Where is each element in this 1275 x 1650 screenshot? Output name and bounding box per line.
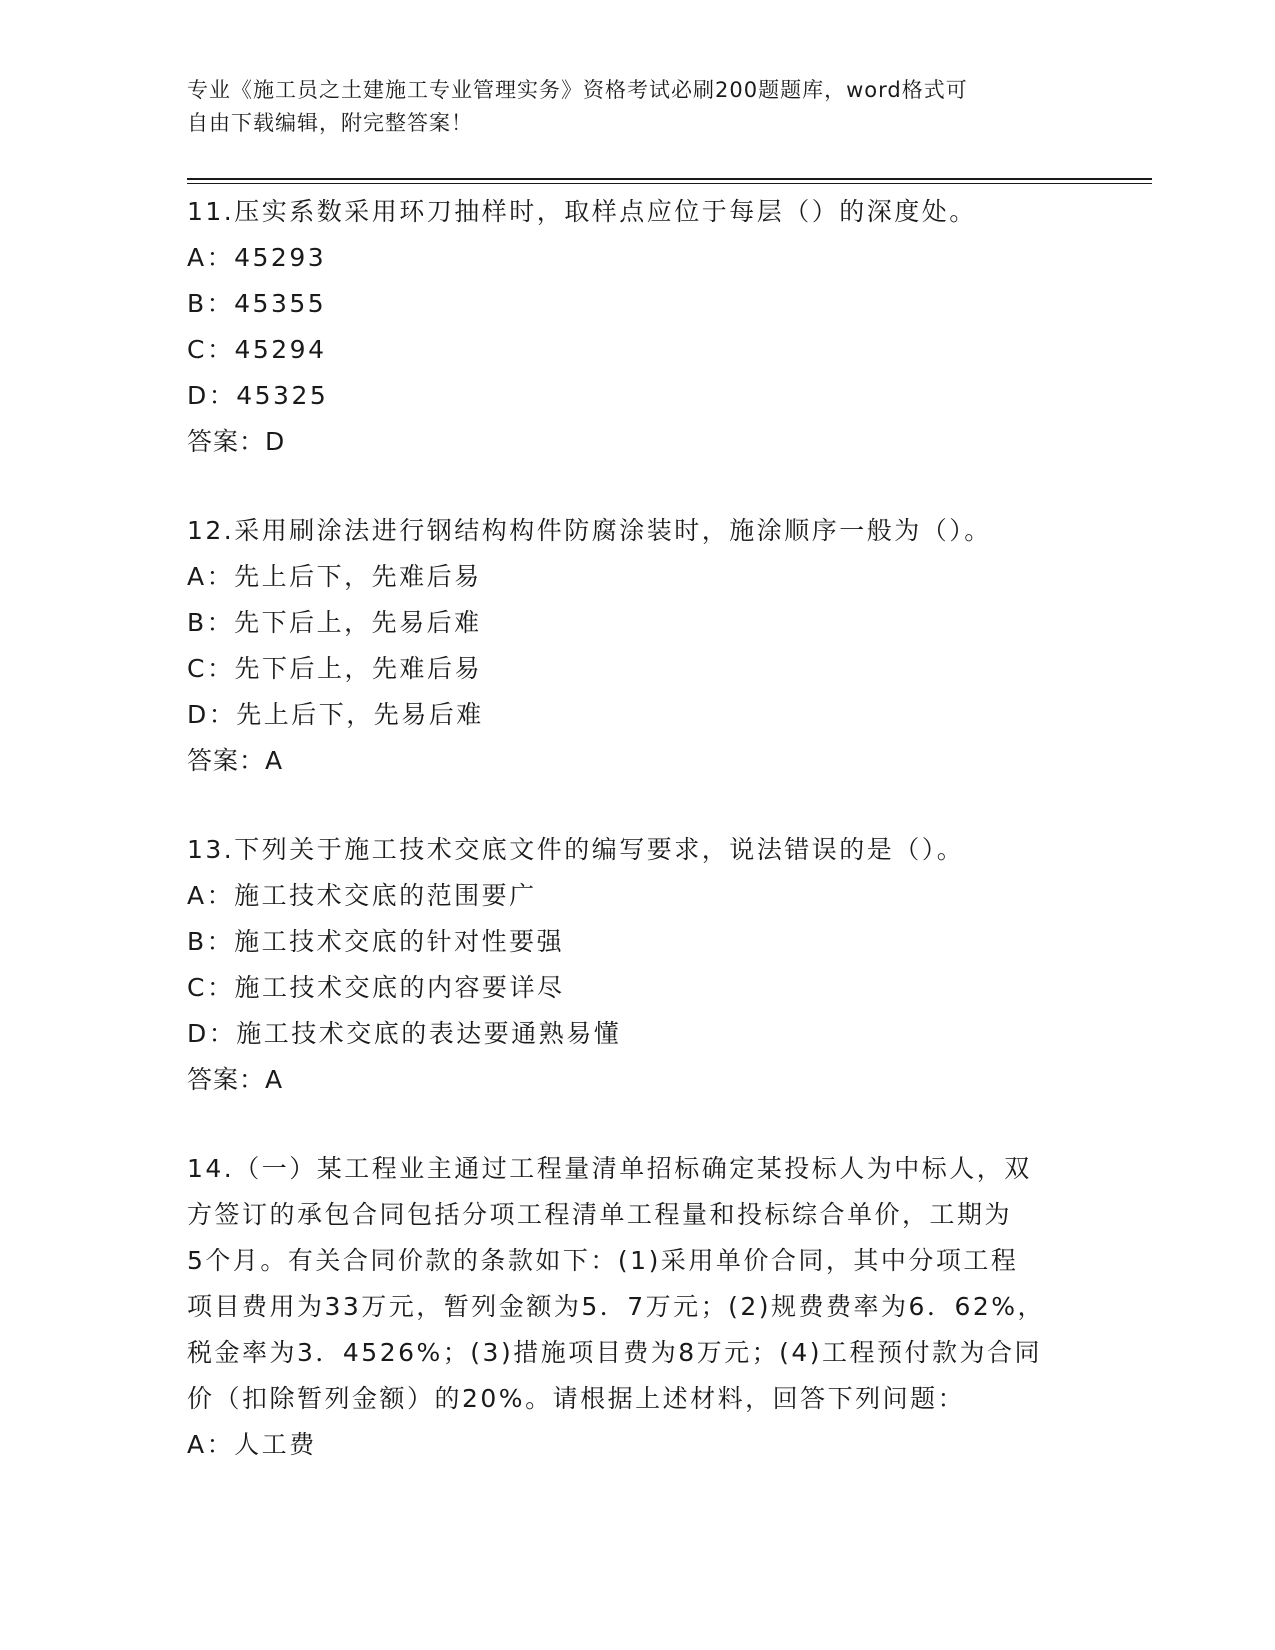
stem-line-2: 方签订的承包合同包括分项工程清单工程量和投标综合单价，工期为	[187, 1200, 1013, 1229]
option-d: D：45325	[187, 381, 329, 410]
answer-label: 答案：D	[187, 427, 286, 456]
stem-line-1: 14.（一）某工程业主通过工程量清单招标确定某投标人为中标人，双	[187, 1154, 1032, 1183]
header-divider-thick	[187, 178, 1152, 180]
question-stem: 12.采用刷涂法进行钢结构构件防腐涂装时，施涂顺序一般为（）。	[187, 516, 992, 545]
option-b: B：施工技术交底的针对性要强	[187, 927, 565, 956]
answer-label: 答案：A	[187, 746, 284, 775]
option-c: C：施工技术交底的内容要详尽	[187, 973, 565, 1002]
option-b: B：先下后上，先易后难	[187, 608, 482, 637]
header-line-2: 自由下载编辑，附完整答案！	[187, 111, 473, 135]
answer-label: 答案：A	[187, 1065, 284, 1094]
option-c: C：先下后上，先难后易	[187, 654, 482, 683]
option-a: A：人工费	[187, 1430, 317, 1459]
option-d: D：先上后下，先易后难	[187, 700, 484, 729]
stem-line-6: 价（扣除暂列金额）的20%。请根据上述材料，回答下列问题：	[187, 1384, 966, 1413]
stem-line-5: 税金率为3．4526%；(3)措施项目费为8万元；(4)工程预付款为合同	[187, 1338, 1043, 1367]
question-stem: 13.下列关于施工技术交底文件的编写要求，说法错误的是（）。	[187, 835, 965, 864]
option-a: A：先上后下，先难后易	[187, 562, 482, 591]
question-stem	[187, 1146, 1067, 1422]
header-divider-thin	[187, 183, 1152, 184]
option-c: C：45294	[187, 335, 327, 364]
question-14	[187, 1146, 1087, 1468]
question-13	[187, 827, 1087, 1103]
question-stem: 11.压实系数采用环刀抽样时，取样点应位于每层（）的深度处。	[187, 197, 977, 226]
option-a: A：45293	[187, 243, 327, 272]
stem-line-3: 5个月。有关合同价款的条款如下：(1)采用单价合同，其中分项工程	[187, 1246, 1019, 1275]
option-a: A：施工技术交底的范围要广	[187, 881, 537, 910]
question-12	[187, 508, 1087, 784]
header-line-1: 专业《施工员之土建施工专业管理实务》资格考试必刷200题题库，word格式可	[187, 78, 968, 102]
stem-line-4: 项目费用为33万元，暂列金额为5．7万元；(2)规费费率为6．62%，	[187, 1292, 1046, 1321]
document-header	[187, 74, 1067, 140]
option-d: D：施工技术交底的表达要通熟易懂	[187, 1019, 622, 1048]
option-b: B：45355	[187, 289, 327, 318]
question-11	[187, 189, 1087, 465]
